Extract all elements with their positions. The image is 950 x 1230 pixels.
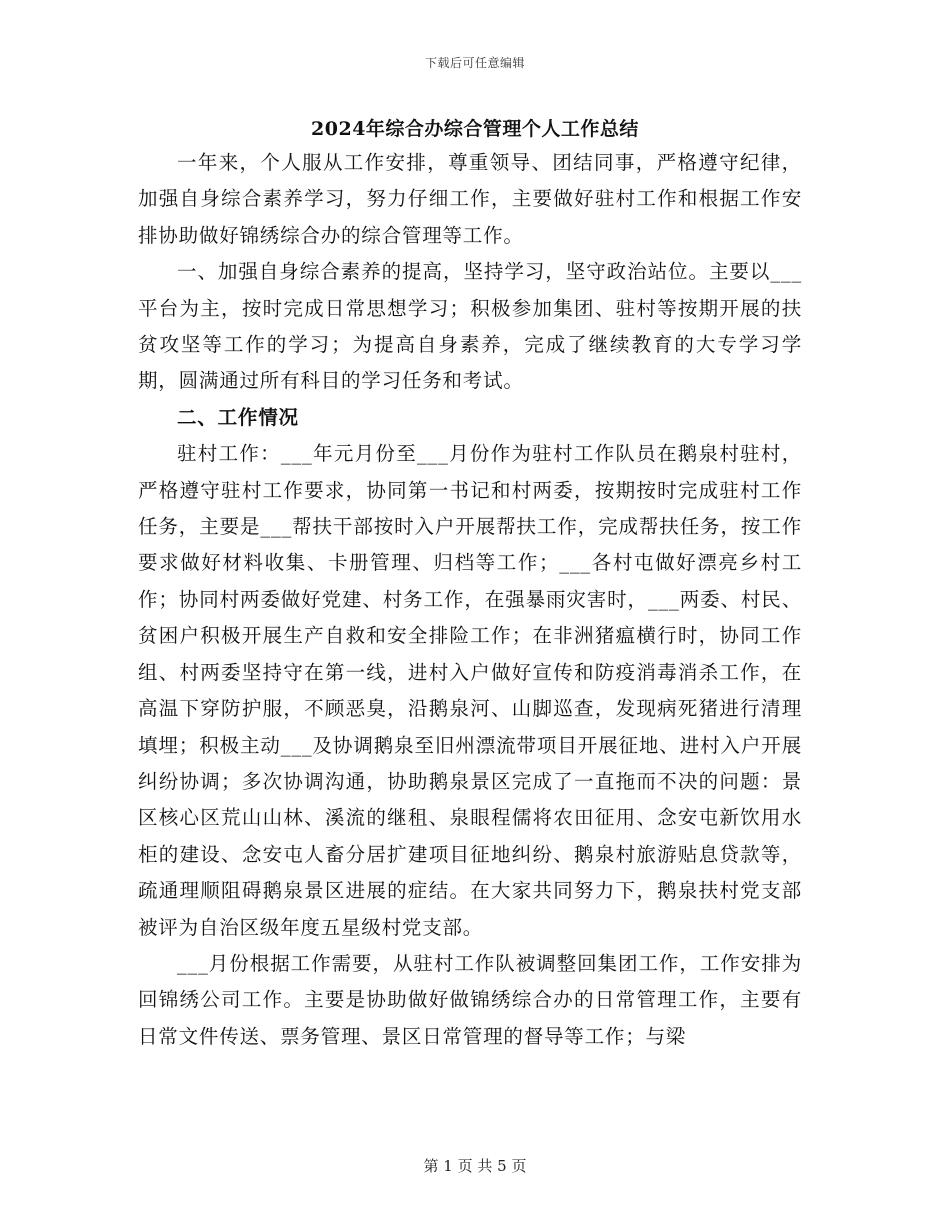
document-title: 2024年综合办综合管理个人工作总结 — [311, 118, 639, 140]
page-footer: 第 1 页 共 5 页 — [423, 1157, 527, 1175]
paragraph-section-one: 一、加强自身综合素养的提高，坚持学习，坚守政治站位。主要以___平台为主，按时完成日常思想学习；积极参加集团、驻村等按期开展的扶贫攻坚等工作的学习；为提高自身素养，完成了继续教育的大专学习学期，圆满通过所有科目的学习任务和考试。 — [138, 260, 802, 393]
paragraph-intro: 一年来，个人服从工作安排，尊重领导、团结同事，严格遵守纪律，加强自身综合素养学习，努力仔细工作，主要做好驻村工作和根据工作安排协助做好锦绣综合办的综合管理等工作。 — [138, 151, 802, 247]
paragraph-transfer: ___月份根据工作需要，从驻村工作队被调整回集团工作，工作安排为回锦绣公司工作。主要是协助做好做锦绣综合办的日常管理工作，主要有日常文件传送、票务管理、景区日常管理的督导等工作；与梁 — [138, 951, 802, 1048]
header-note: 下载后可任意编辑 — [424, 56, 525, 70]
document-body — [138, 145, 802, 1055]
paragraph-village-work: 驻村工作：___年元月份至___月份作为驻村工作队员在鹅泉村驻村，严格遵守驻村工作要求，协同第一书记和村两委，按期按时完成驻村工作任务，主要是___帮扶干部按时入户开展帮扶工作，完成帮扶任务，按工作要求做好材料收集、卡册管理、归档等工作；___各村屯做好漂亮乡村工作；协同村两委做好党建、村务工作，在强暴雨灾害时，___两委、村民、贫困户积极开展生产自救和安全排险工作；在非洲猪瘟横行时，协同工作组、村两委坚持守在第一线，进村入户做好宣传和防疫消毒消杀工作，在高温下穿防护服，不顾恶臭，沿鹅泉河、山脚巡查，发现病死猪进行清理填埋；积极主动___及协调鹅泉至旧州漂流带项目开展征地、进村入户开展纠纷协调；多次协调沟通，协助鹅泉景区完成了一直拖而不决的问题：景区核心区荒山山林、溪流的继租、泉眼程儒将农田征用、念安屯新饮用水柜的建设、念安屯人畜分居扩建项目征地纠纷、鹅泉村旅游贴息贷款等，疏通理顺阻碍鹅泉景区进展的症结。在大家共同努力下，鹅泉扶村党支部被评为自治区级年度五星级村党支部。 — [138, 442, 802, 939]
section-heading-work-status: 二、工作情况 — [177, 405, 299, 429]
